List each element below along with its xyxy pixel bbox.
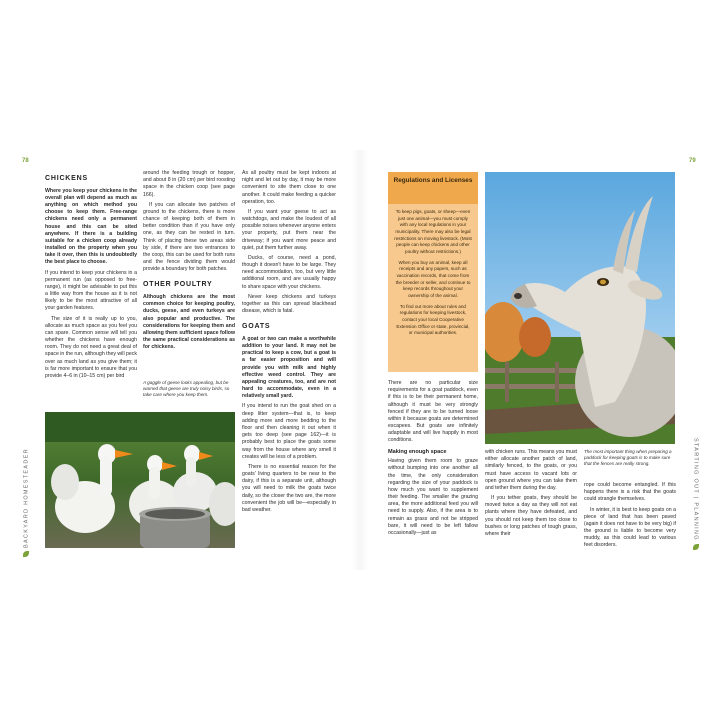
paragraph: There are no particular size requirements for a goat paddock, even if this is to be their permanent home, although it must be very strongly fenced if they are to be turned loose within it because goats are determined escapees. But goats are infinitely adaptable and will live happily in most conditions. <box>388 380 478 444</box>
running-head-right: STARTING OUT | PLANNING <box>693 438 699 553</box>
paragraph: with chicken runs. This means you must either allocate another patch of land, similarly fenced, to the goats, or you must have access to vacant lots or open ground where you can take them and tether them during the day. <box>485 449 577 491</box>
heading-goats: GOATS <box>242 323 271 331</box>
paragraph: Never keep chickens and turkeys together as this can spread blackhead disease, which is fatal. <box>242 293 336 315</box>
page-number-right: 79 <box>689 158 696 164</box>
paragraph: If you can allocate two patches of ground to the chickens, there is more chance of keeping both of them in better condition than if you have only one, as they can be rested in turn. Think of placing these two areas side by side, if there are two entrances to the coop, this can be used for both runs and the fence dividing them would provide a boundary for both patches. <box>143 201 235 273</box>
paragraph: The size of it is really up to you, allocate as much space as you feel you can spare. Common sense will tell you whether the chickens have enough room. They do not need a great deal of space in the run, although they will peck over as much land as you give them; it is far more important to ensure that you provide 4–6 in (10–15 cm) per bird <box>45 315 137 379</box>
column-4 <box>388 380 478 540</box>
paragraph: If you tether goats, they should be moved twice a day as they will not eat plants where they have defeated, and you should not keep them too close to bushes or long patches of tough grass, where their <box>485 495 577 537</box>
running-head-left: BACKYARD HOMESTEADER <box>23 448 29 560</box>
paragraph: To keep pigs, goats, or sheep—even just one animal—you must comply with any local regulations in your municipality. There may also be legal restrictions on moving livestock. (Most people can keep chickens and other poultry without restrictions.) <box>394 209 472 254</box>
paragraph: There is no essential reason for the goats' living quarters to be near to the dairy, if this is a separate unit, although you will need to milk the goats twice daily, so the closer the two are, the more convenient the job will be—especially in bad weather. <box>242 463 336 513</box>
regulations-sidebar <box>388 172 478 372</box>
paragraph: If you want your geese to act as watchdogs, and make the loudest of all possible noises whenever anyone enters your property, put them near the driveway; if you want more peace and quiet, put them further away. <box>242 208 336 251</box>
leaf-icon <box>23 551 29 557</box>
geese-photo <box>45 412 235 548</box>
paragraph: If you intend to run the goat shed on a deep litter system—that is, to keep adding more and more bedding to the floor and then cleaning it out when it gets too deep (see page 162)—it is probably best to place the goats some way from the house where any smell it creates will be less of a problem. <box>242 403 336 460</box>
heading-chickens: CHICKENS <box>45 175 88 182</box>
paragraph: To find out more about rules and regulations for keeping livestock, contact your local Cooperative Extension Office or state, provincial, or municipal authorities. <box>396 303 470 336</box>
sidebar-body <box>388 204 478 346</box>
sidebar-title: Regulations and Licenses <box>388 172 478 204</box>
paragraph: Ducks, of course, need a pond, though it doesn't have to be large. They need accommodation, too, but very little additional room, and are usually happy to share space with your chickens. <box>242 254 336 290</box>
paragraph: As all poultry must be kept indoors at night and let out by day, it may be more convenient to site them close to one another. It could make feeding a quicker operation, too. <box>242 170 336 205</box>
column-1 <box>45 174 137 383</box>
paragraph: rope could become entangled. If this happens there is a risk that the goats could strangle themselves. <box>584 482 676 503</box>
paragraph: In winter, it is best to keep goats on a piece of land that has been paved (again it does not have to be very big) if the ground is liable to become very muddy, as this could lead to various feet disorders. <box>584 506 676 549</box>
heading-other-poultry: OTHER POULTRY <box>143 281 213 289</box>
paragraph: When you buy an animal, keep all receipts and any papers, such as vaccination records, that come from the breeder or seller, and continue to keep records throughout your ownership of the animal. <box>395 259 471 298</box>
geese-caption: A gaggle of geese looks appealing, but be warned that geese are truly noisy birds, so take care where you keep them. <box>143 380 230 398</box>
column-3 <box>242 170 336 517</box>
goat-caption: The most important thing when preparing a paddock for keeping goats is to make sure that the fences are really strong. <box>584 449 672 467</box>
column-5 <box>485 449 577 541</box>
paragraph: If you intend to keep your chickens in a permanent run (as opposed to free-range), it might be advisable to put this a little way from the house as it is not likely to be the most attractive of all your garden features. <box>45 269 137 312</box>
leaf-icon <box>693 544 699 550</box>
page-number-left: 78 <box>22 158 29 164</box>
heading-making-enough-space: Making enough space <box>388 448 447 455</box>
paragraph: Having given them room to graze without bumping into one another all the time, the only consideration regarding the size of your paddock is how much you want to supplement their feeding. The smaller the grazing area, the more additional feed you will need to supply. Also, if the area is to remain as grass and not be stripped bare, it will need to be left fallow occasionally—just as <box>388 458 478 536</box>
goats-lead: A goat or two can make a worthwhile addition to your land. It may not be practical to keep a cow, but a goat is a far easier proposition and will provide you with milk and highly effective weed control. They are appealing creatures, too, and are not hard to accommodate, even in a relatively small yard. <box>242 335 336 400</box>
column-6 <box>584 482 676 553</box>
goat-illustration <box>485 172 675 444</box>
other-poultry-lead: Although chickens are the most common choice for keeping poultry, ducks, geese, and even turkeys are also popular and productive. The considerations for keeping them and allowing them sufficient space follow the same practical considerations as for chickens. <box>143 294 235 351</box>
gutter-shadow <box>352 150 368 570</box>
geese-illustration <box>45 412 235 548</box>
paragraph: around the feeding trough or hopper, and about 8 in (20 cm) per bird roosting space in the chicken coop (see page 166). <box>143 170 235 198</box>
column-2 <box>143 170 235 354</box>
goat-photo <box>485 172 675 444</box>
chickens-lead: Where you keep your chickens in the overall plan will depend as much as anything on which method you choose to keep them. Free-range chickens need only a permanent house and this can be sited anywhere. If there is a building suitable for a chicken coop already installed on the property when you take it over, then this is undoubtedly the best place to choose. <box>45 187 137 266</box>
